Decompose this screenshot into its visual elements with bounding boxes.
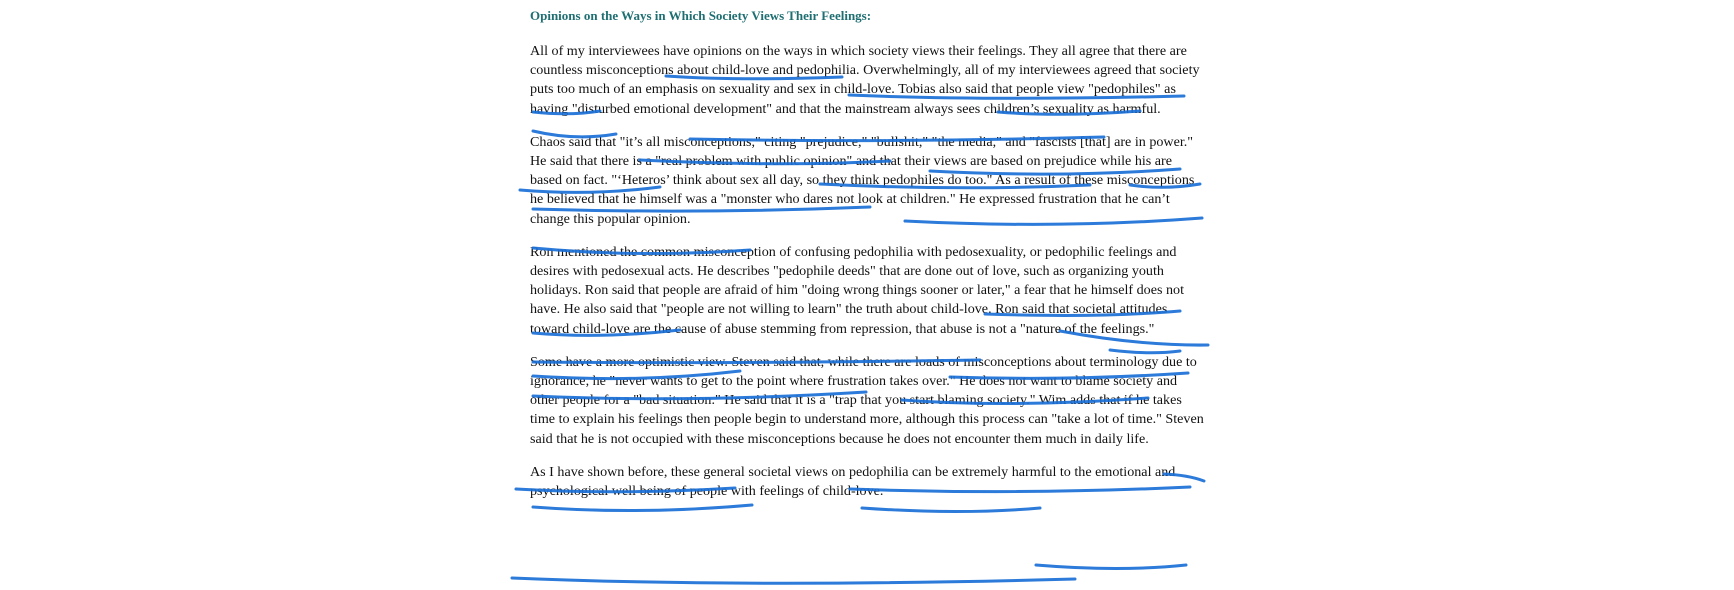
paragraph-5: As I have shown before, these general societal views on pedophilia can be extremely harmful to the emotional and psychological well being of people with feelings of child-love.: [530, 463, 1176, 500]
underline-stroke: [512, 578, 1075, 583]
paragraph-1: All of my interviewees have opinions on the ways in which society views their feelings. They all agree that there are countless misconceptions about child-love and pedophilia. Overwhelmingly, all of my interviewees agreed that society puts too much of an emphasis on sexuality and sex in child-love. Tobias also said that people view "pedophiles" as having "disturbed emotional development" and that the mainstream always sees children’s sexuality as harmful.: [530, 43, 1200, 117]
paragraph-3: Ron mentioned the common misconception of confusing pedophilia with pedosexuality, or pedophilic feelings and desires with pedosexual acts. He describes "pedophile deeds" that are done out of love, such as organizing youth holidays. Ron said that people are afraid of him "doing wrong things sooner or later," a fear that he himself does not have. He also said that "people are not willing to learn" the truth about child-love. Ron said that societal attitudes toward child-love are the cause of abuse stemming from repression, that abuse is not a "nature of the feelings.": [530, 243, 1184, 337]
document-page: [530, 8, 1204, 515]
section-heading: Opinions on the Ways in Which Society Views Their Feelings:: [530, 8, 872, 23]
paragraph-2: Chaos said that "it’s all misconceptions," citing "prejudice," "bullshit," "the media," and "fascists [that] are in power." He said that there is a "real problem with public opinion" and that their views are based on prejudice while his are based on fact. "‘Heteros’ think about sex all day, so they think pedophiles do too." As a result of these misconceptions he believed that he himself was a "monster who dares not look at children." He expressed frustration that he can’t change this popular opinion.: [530, 133, 1195, 227]
underline-stroke: [1036, 565, 1186, 569]
paragraph-4: Some have a more optimistic view. Steven said that, while there are loads of misconceptions about terminology due to ignorance, he "never wants to get to the point where frustration takes over." He does not want to blame society and other people for a "bad situation." He said that it is a "trap that you start blaming society." Wim adds that if he takes time to explain his feelings then people begin to understand more, although this process can "take a lot of time." Steven said that he is not occupied with these misconceptions because he does not encounter them much in daily life.: [530, 353, 1204, 447]
